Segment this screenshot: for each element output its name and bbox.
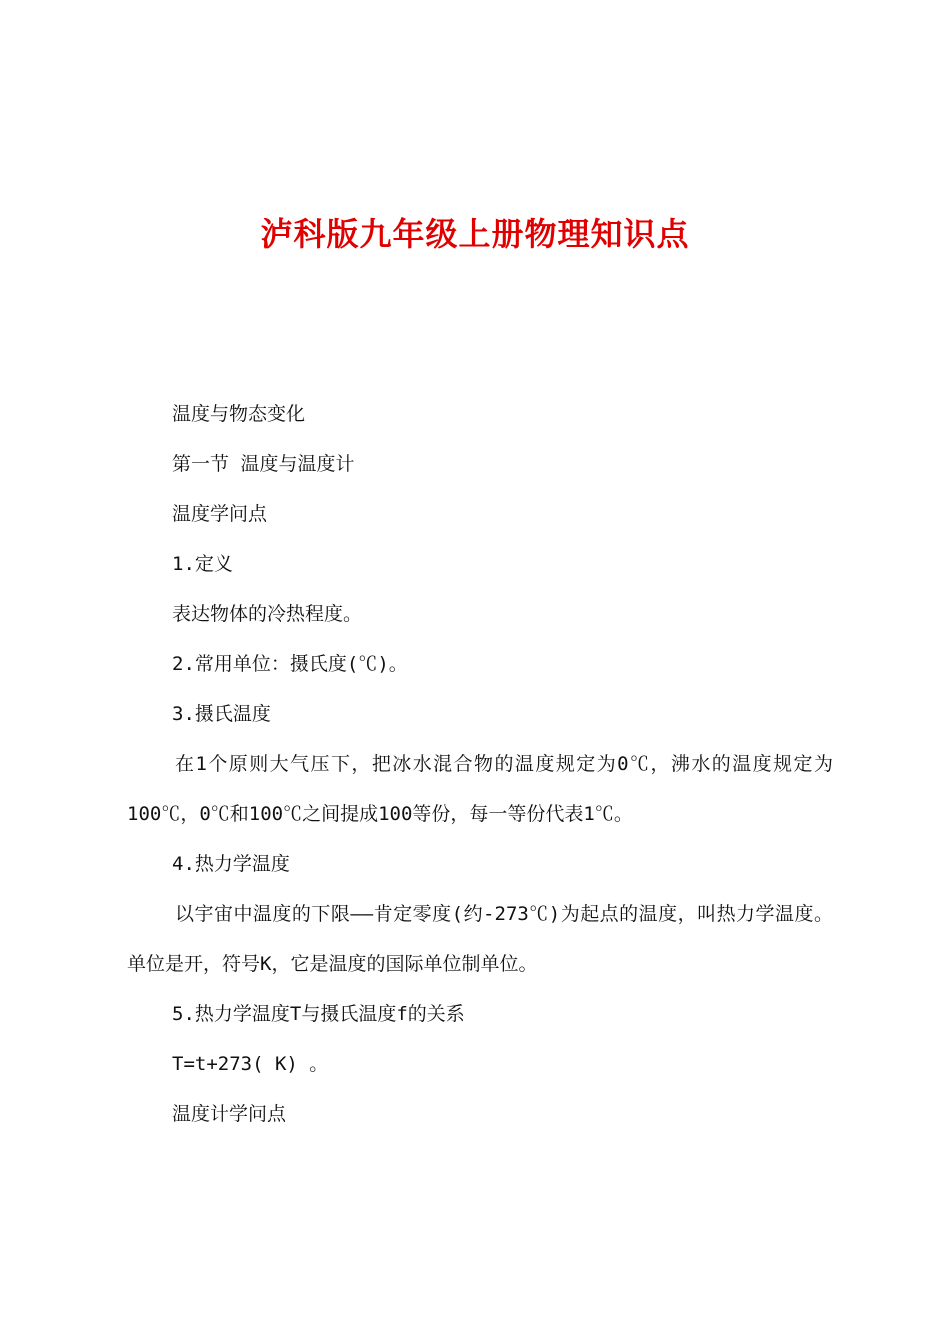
item-heading-relation: 5.热力学温度T与摄氏温度f的关系 [172, 1003, 465, 1025]
paragraph-celsius: 在1个原则大气压下，把冰水混合物的温度规定为0℃，沸水的温度规定为100℃，0℃和100℃之间提成100等份，每一等份代表1℃。 [127, 753, 833, 825]
item-heading-thermodynamic: 4.热力学温度 [172, 853, 290, 875]
item-heading-definition: 1.定义 [172, 553, 233, 575]
topic-heading: 温度学问点 [172, 503, 268, 525]
paragraph-thermodynamic: 以宇宙中温度的下限——肯定零度(约-273℃)为起点的温度，叫热力学温度。单位是开，符号K，它是温度的国际单位制单位。 [127, 903, 833, 975]
topic-heading-thermometer: 温度计学问点 [172, 1103, 287, 1125]
formula-line: T=t+273( K) 。 [172, 1053, 329, 1075]
subsection-heading: 第一节 温度与温度计 [172, 453, 355, 475]
document-title: 泸科版九年级上册物理知识点 [260, 215, 690, 253]
text-line-definition: 表达物体的冷热程度。 [172, 603, 363, 625]
item-heading-celsius: 3.摄氏温度 [172, 703, 271, 725]
text-line-unit: 2.常用单位：摄氏度(℃)。 [172, 653, 408, 675]
section-heading: 温度与物态变化 [172, 403, 306, 425]
